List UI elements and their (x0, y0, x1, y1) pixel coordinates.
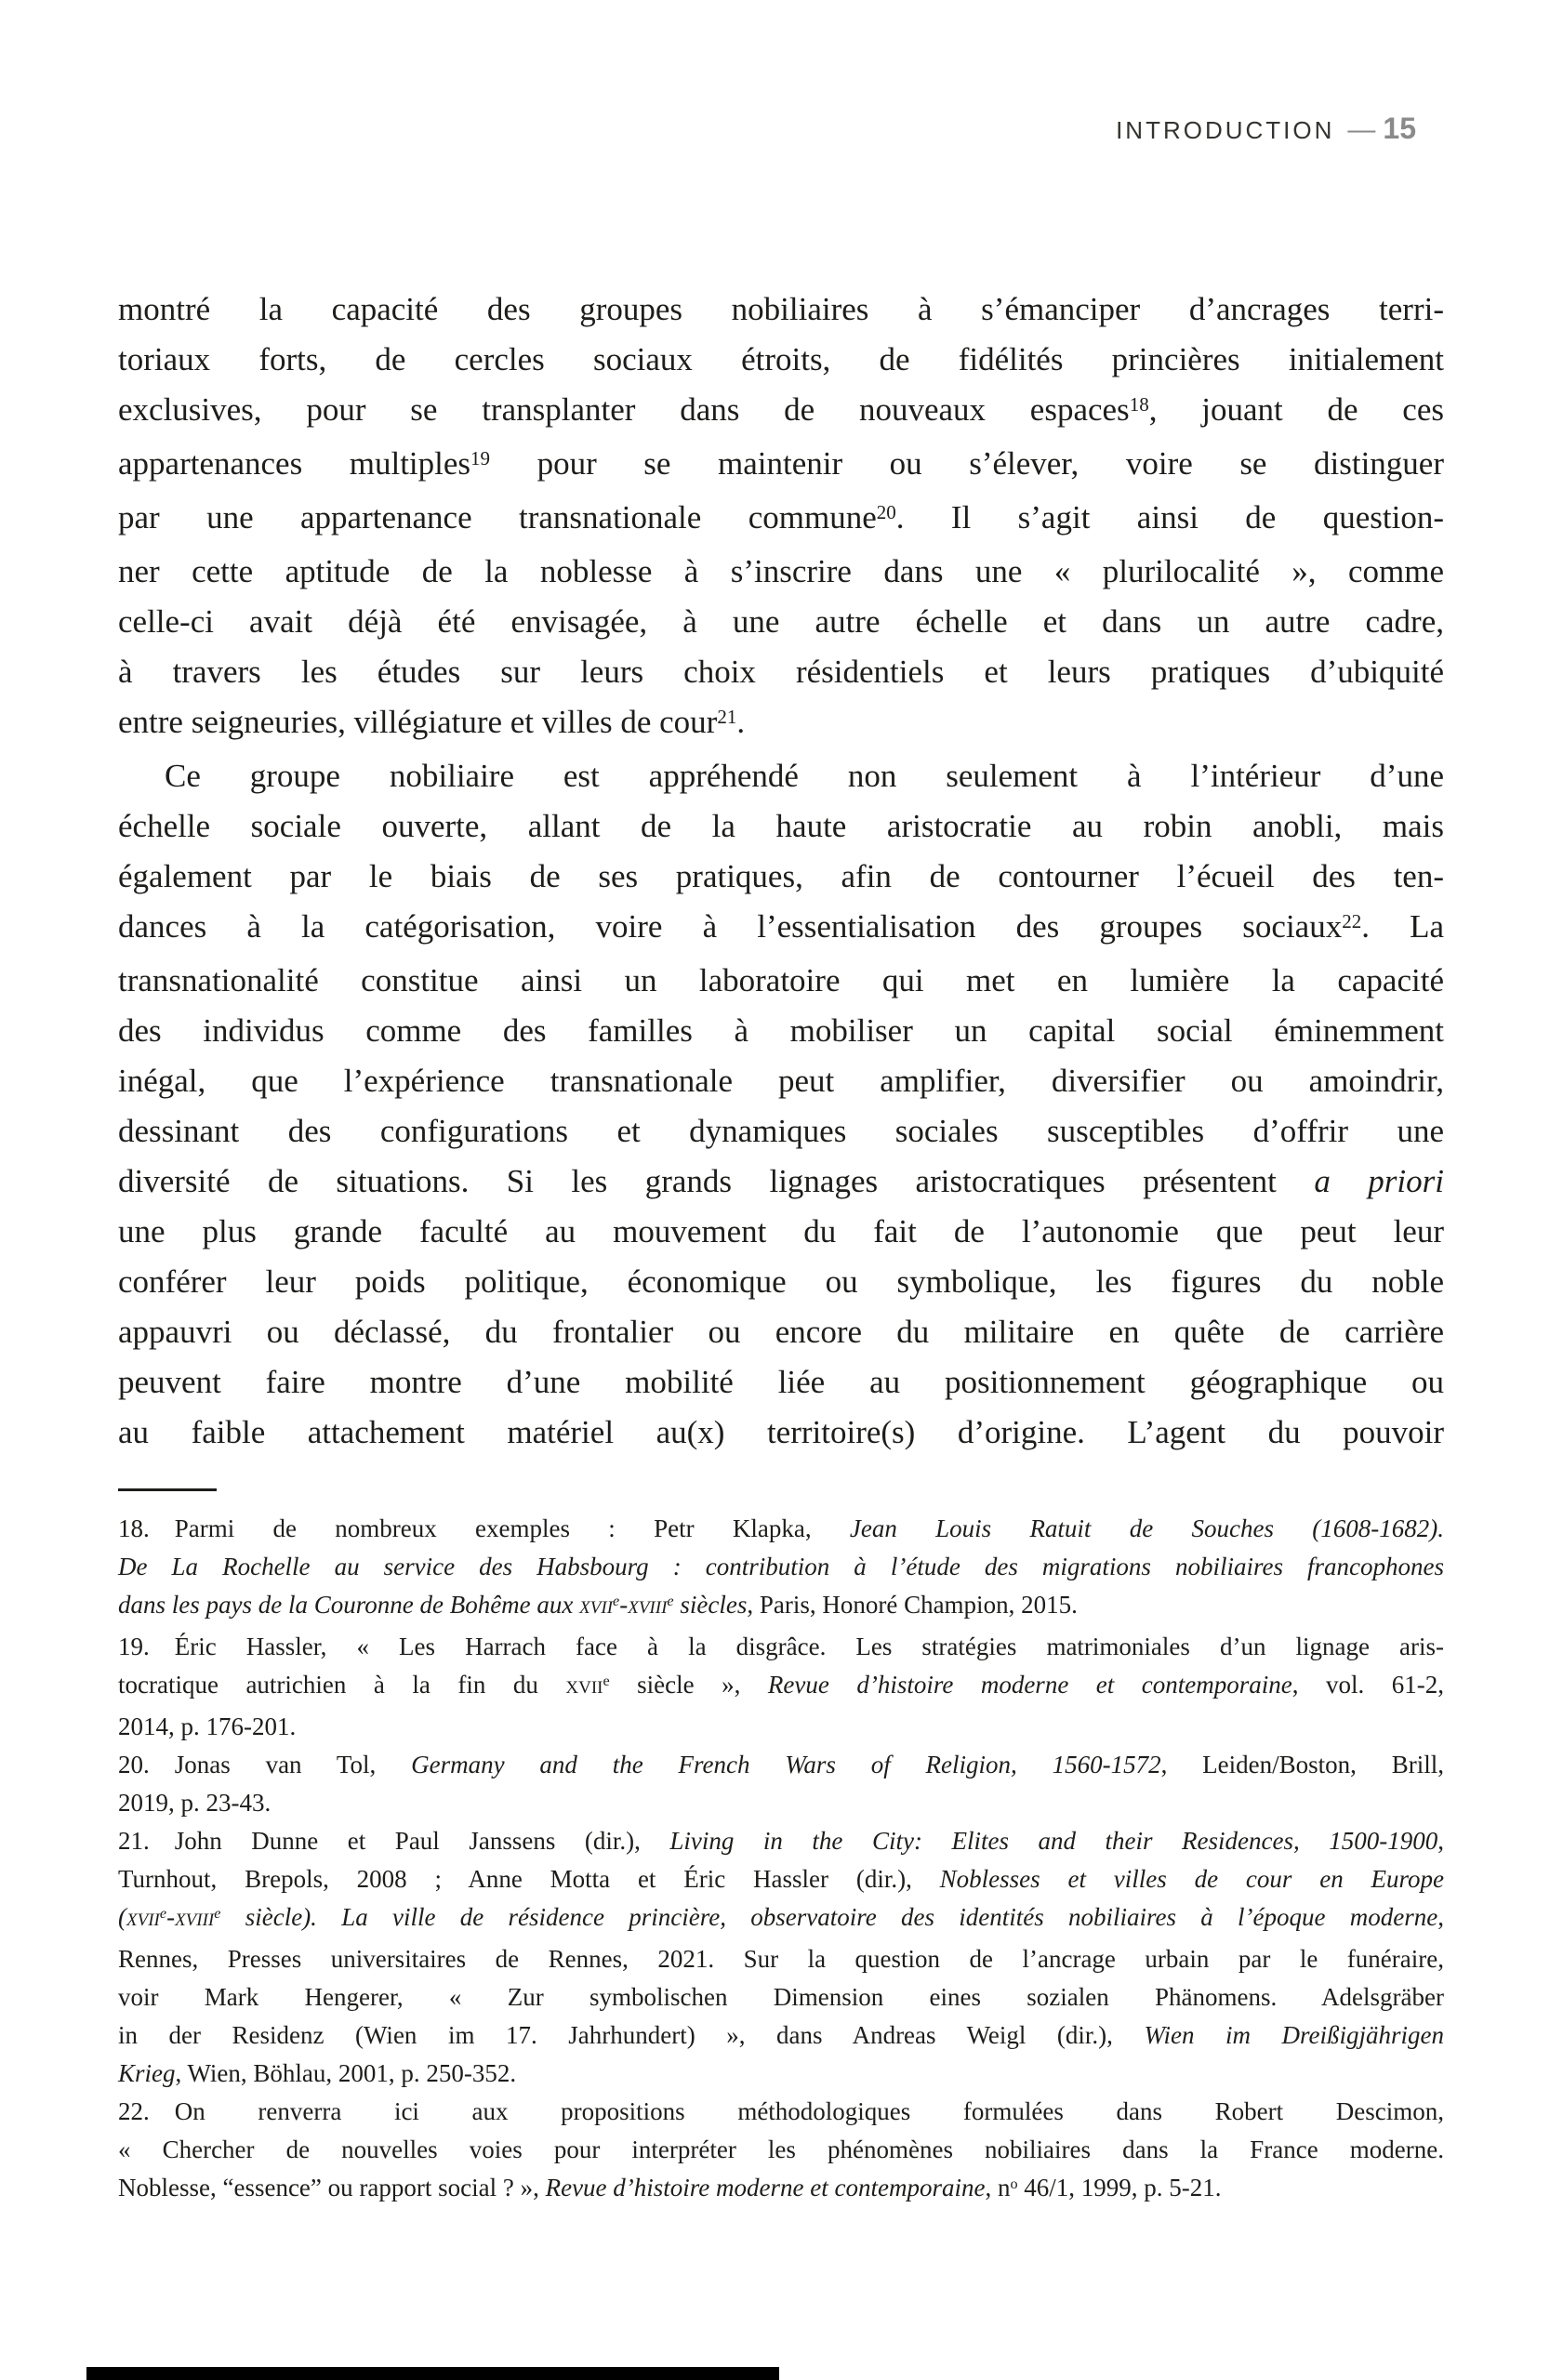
text-line: diversité de situations. Si les grands lignages aristocratiques présentent a priori (118, 1163, 1444, 1199)
text-line: ner cette aptitude de la noblesse à s’inscrire dans une « plurilocalité », comme (118, 553, 1444, 589)
text-line: également par le biais de ses pratiques, afin de contourner l’écueil des ten- (118, 858, 1444, 894)
section-title: INTRODUCTION (1116, 116, 1335, 144)
text-line: voir Mark Hengerer, « Zur symbolischen Dimension eines sozialen Phänomens. Adelsgräber (118, 1983, 1444, 2011)
text-line: De La Rochelle au service des Habsbourg : contribution à l’étude des migrations nobiliaires francophones (118, 1553, 1444, 1580)
text-line: dans les pays de la Couronne de Bohême aux xvii$^e$-xviii$^e$ siècles, Paris, Honoré Champion, 2015. (118, 1591, 1078, 1619)
text-line: au faible attachement matériel au(x) territoire(s) d’origine. L’agent du pouvoir (118, 1414, 1444, 1450)
text-line: par une appartenance transnationale commune$^{20}$. Il s’agit ainsi de question- (118, 499, 1444, 536)
text-line: Rennes, Presses universitaires de Rennes, 2021. Sur la question de l’ancrage urbain par le funéraire, (118, 1945, 1444, 1973)
text-line: peuvent faire montre d’une mobilité liée au positionnement géographique ou (118, 1364, 1444, 1400)
text-line: 19. Éric Hassler, « Les Harrach face à la disgrâce. Les stratégies matrimoniales d’un lignage aris- (118, 1633, 1444, 1660)
footnote-rule (118, 1488, 217, 1491)
text-line: « Chercher de nouvelles voies pour interpréter les phénomènes nobiliaires dans la France moderne. (118, 2135, 1444, 2163)
text-line: des individus comme des familles à mobiliser un capital social éminemment (118, 1012, 1444, 1049)
text-line: tocratique autrichien à la fin du xvii$^e$ siècle », Revue d’histoire moderne et contemporaine, vol. 61-2, (118, 1671, 1445, 1699)
text-line: dessinant des configurations et dynamiques sociales susceptibles d’offrir une (118, 1113, 1444, 1149)
text-line: celle-ci avait déjà été envisagée, à une autre échelle et dans un autre cadre, (118, 603, 1444, 640)
page-number: 15 (1383, 112, 1416, 145)
text-line: Noblesse, “essence” ou rapport social ? », Revue d’histoire moderne et contemporaine, $n^o$ 46/1, 1999, p. 5-21. (118, 2174, 1222, 2202)
footnote-19 (118, 1628, 1444, 1746)
body-paragraph-2 (118, 751, 1444, 1458)
running-head (1116, 112, 1416, 146)
footnote-18 (118, 1510, 1444, 1628)
header-separator: — (1347, 114, 1376, 145)
text-line: montré la capacité des groupes nobiliaires à s’émanciper d’ancrages terri- (118, 291, 1444, 327)
text-line: 20. Jonas van Tol, Germany and the French Wars of Religion, 1560-1572, Leiden/Boston, Brill, (118, 1751, 1444, 1778)
text-line: (xvii$^e$-xviii$^e$ siècle). La ville de résidence princière, observatoire des identités nobiliaires à l’époque moderne, (118, 1903, 1444, 1931)
text-line: 21. John Dunne et Paul Janssens (dir.), Living in the City: Elites and their Residences, 1500-1900, (118, 1827, 1444, 1855)
text-line: exclusives, pour se transplanter dans de nouveaux espaces$^{18}$, jouant de ces (118, 391, 1444, 428)
text-line: transnationalité constitue ainsi un laboratoire qui met en lumière la capacité (118, 962, 1444, 998)
footnote-20 (118, 1746, 1444, 1822)
text-line: conférer leur poids politique, économique ou symbolique, les figures du noble (118, 1263, 1444, 1300)
body-paragraph-1 (118, 284, 1444, 751)
text-line: 2014, p. 176-201. (118, 1712, 297, 1740)
text-line: dances à la catégorisation, voire à l’essentialisation des groupes sociaux$^{22}$. La (118, 908, 1444, 945)
text-line: appartenances multiples$^{19}$ pour se maintenir ou s’élever, voire se distinguer (118, 445, 1444, 482)
footnote-21 (118, 1822, 1444, 2093)
main-text (118, 284, 1444, 1458)
text-line: Turnhout, Brepols, 2008 ; Anne Motta et Éric Hassler (dir.), Noblesses et villes de cour en Europe (118, 1865, 1444, 1893)
footnote-22 (118, 2093, 1444, 2211)
text-line: échelle sociale ouverte, allant de la haute aristocratie au robin anobli, mais (118, 808, 1444, 844)
text-line: 18. Parmi de nombreux exemples : Petr Klapka, Jean Louis Ratuit de Souches (1608-1682). (118, 1514, 1444, 1542)
text-line: 22. On renverra ici aux propositions méthodologiques formulées dans Robert Descimon, (118, 2097, 1444, 2125)
text-line: in der Residenz (Wien im 17. Jahrhundert) », dans Andreas Weigl (dir.), Wien im Dreißigjährigen (118, 2021, 1444, 2049)
text-line: une plus grande faculté au mouvement du fait de l’autonomie que peut leur (118, 1213, 1444, 1250)
text-line: inégal, que l’expérience transnationale peut amplifier, diversifier ou amoindrir, (118, 1063, 1444, 1099)
text-line: à travers les études sur leurs choix résidentiels et leurs pratiques d’ubiquité (118, 654, 1444, 690)
scan-edge-artifact (86, 2367, 779, 2380)
text-line: 2019, p. 23-43. (118, 1789, 272, 1817)
footnotes-block (118, 1510, 1444, 2211)
text-line: entre seigneuries, villégiature et villes de cour$^{21}$. (118, 704, 746, 740)
text-line: Krieg, Wien, Böhlau, 2001, p. 250-352. (118, 2059, 517, 2087)
text-line: appauvri ou déclassé, du frontalier ou encore du militaire en quête de carrière (118, 1314, 1444, 1350)
text-line: toriaux forts, de cercles sociaux étroits, de fidélités princières initialement (118, 341, 1444, 377)
text-line: Ce groupe nobiliaire est appréhendé non seulement à l’intérieur d’une (165, 758, 1444, 794)
